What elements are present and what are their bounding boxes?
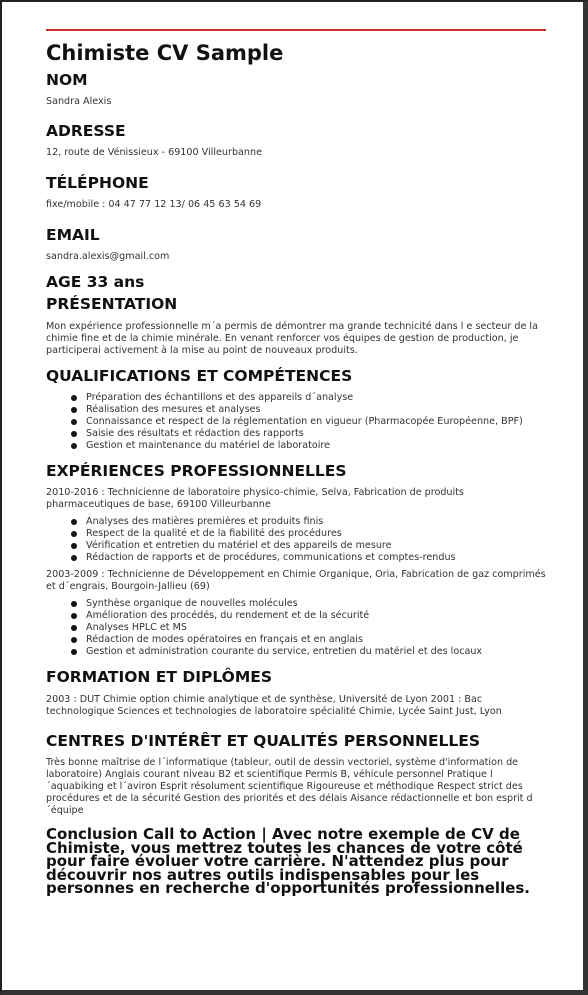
- qualifications-list: [71, 392, 546, 452]
- experiences-heading: EXPÉRIENCES PROFESSIONNELLES: [46, 462, 347, 480]
- list-item: Gestion et administration courante du service, entretien du matériel et des locaux: [71, 646, 546, 658]
- interests-heading: CENTRES D'INTÉRÊT ET QUALITÉS PERSONNELLES: [46, 732, 481, 750]
- job-tasks-list: [71, 598, 546, 658]
- list-item: Gestion et maintenance du matériel de laboratoire: [71, 440, 546, 452]
- list-item: Rédaction de modes opératoires en français et en anglais: [71, 634, 546, 646]
- list-item: Amélioration des procédés, du rendement et de la sécurité: [71, 610, 546, 622]
- email-heading: EMAIL: [46, 226, 100, 244]
- job-title: 2010-2016 : Technicienne de laboratoire physico-chimie, Selva, Fabrication de produits pharmaceutiques de base, 69100 Villeurbanne: [46, 487, 464, 510]
- qualifications-heading: QUALIFICATIONS ET COMPÉTENCES: [46, 367, 353, 385]
- education-text: 2003 : DUT Chimie option chimie analytique et de synthèse, Université de Lyon 2001 : Bac technologique Sciences et technologies de laboratoire spécialité Chimie, Lycée Saint Just, Lyon: [46, 694, 502, 717]
- list-item: Synthèse organique de nouvelles molécules: [71, 598, 546, 610]
- presentation-text: Mon expérience professionnelle m´a permis de démontrer ma grande technicité dans l e secteur de la chimie fine et de la chimie minérale. En venant renforcer vos équipes de gestion de production, je participerai activement à la mise au point de nouveaux produits.: [46, 321, 538, 356]
- interests-text: Très bonne maîtrise de l´informatique (tableur, outil de dessin vectoriel, système d'information de laboratoire) Anglais courant niveau B2 et scientifique Permis B, véhicule personnel Pratique l´aquabiking et l´aviron Esprit résolument scientifique Rigoureuse et méthodique Respect strict des procédures et de la sécurité Gestion des priorités et des délais Aisance rédactionnelle et bon esprit d´équipe: [46, 757, 533, 816]
- document-title: Chimiste CV Sample: [46, 41, 284, 65]
- education-heading: FORMATION ET DIPLÔMES: [46, 668, 273, 686]
- name-value: Sandra Alexis: [46, 96, 112, 107]
- job-tasks-list: [71, 516, 546, 564]
- list-item: Analyses HPLC et MS: [71, 622, 546, 634]
- list-item: Réalisation des mesures et analyses: [71, 404, 546, 416]
- email-value: sandra.alexis@gmail.com: [46, 251, 170, 262]
- list-item: Respect de la qualité et de la fiabilité des procédures: [71, 528, 546, 540]
- list-item: Connaissance et respect de la réglementation en vigueur (Pharmacopée Européenne, BPF): [71, 416, 546, 428]
- presentation-heading: PRÉSENTATION: [46, 295, 178, 313]
- list-item: Vérification et entretien du matériel et des appareils de mesure: [71, 540, 546, 552]
- name-heading: NOM: [46, 71, 88, 89]
- list-item: Saisie des résultats et rédaction des rapports: [71, 428, 546, 440]
- accent-rule: [46, 29, 546, 31]
- phone-value: fixe/mobile : 04 47 77 12 13/ 06 45 63 54 69: [46, 199, 262, 210]
- list-item: Analyses des matières premières et produits finis: [71, 516, 546, 528]
- phone-heading: TÉLÉPHONE: [46, 174, 149, 192]
- cv-content: [46, 40, 546, 896]
- conclusion-text: Conclusion Call to Action | Avec notre exemple de CV de Chimiste, vous mettrez toutes les chances de votre côté pour faire évoluer votre carrière. N'attendez plus pour découvrir nos autres outils indispensables pour les personnes en recherche d'opportunités professionnelles.: [46, 825, 531, 897]
- address-value: 12, route de Vénissieux - 69100 Villeurbanne: [46, 147, 262, 158]
- list-item: Rédaction de rapports et de procédures, communications et comptes-rendus: [71, 552, 546, 564]
- address-heading: ADRESSE: [46, 122, 126, 140]
- job-title: 2003-2009 : Technicienne de Développement en Chimie Organique, Oria, Fabrication de gaz comprimés et d´engrais, Bourgoin-Jallieu (69): [46, 569, 546, 592]
- age-heading: AGE 33 ans: [46, 273, 145, 291]
- list-item: Préparation des échantillons et des appareils d´analyse: [71, 392, 546, 404]
